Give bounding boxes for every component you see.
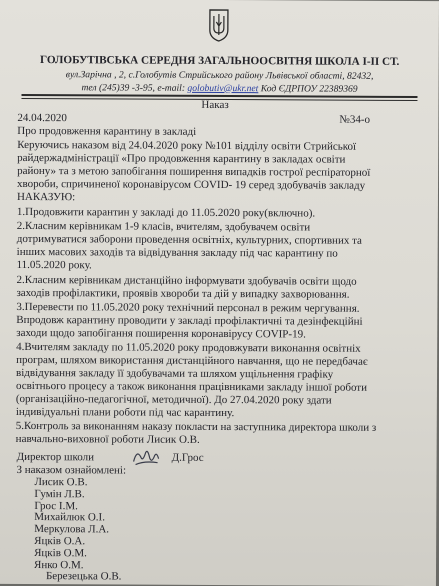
order-body-line: програм, шляхом використання дистанційного навчання, що не передбачає [16, 353, 368, 368]
address-line: вул.Зарічна , 2, с.Голобутів Стрийського району Львівської області, 82432, [65, 69, 374, 82]
order-number: №34-о [339, 113, 371, 126]
order-body-line: індивідуальні плани роботи під час карантину. [15, 405, 235, 420]
list-item: Янко О.М. [34, 558, 84, 571]
order-title: Наказ [201, 98, 229, 112]
list-item: Березецька О.В. [45, 570, 122, 583]
list-item: Михайлюк О.І. [34, 511, 106, 524]
order-body-line: інших масових заходів та відвідування закладу під час карантину по [16, 245, 338, 260]
list-item: Яцків О.А. [34, 535, 86, 548]
list-item: Грос І.М. [34, 499, 78, 512]
order-body-line: 5.Контроль за виконанням наказу покласти на заступника директора школи з [15, 419, 377, 434]
order-body-line: заходи щодо запобігання поширення коронавірусу COVIP-19. [16, 326, 306, 341]
list-item: Лисик О.В. [34, 476, 88, 489]
order-body-line: Керуючись наказом від 24.04.2020 року №101 відділу освіти Стрийської [17, 138, 357, 153]
order-body-line: 3.Перевести по 11.05.2020 року технічний персонал в режим чергування. [16, 300, 360, 315]
order-body-line: НАКАЗУЮ: [16, 190, 76, 204]
order-subject: Про продовження карантину в закладі [17, 124, 197, 138]
order-body-line: хвороби, спричиненої коронавірусом COVID- 19 серед здобувачів закладу [17, 177, 366, 192]
order-body-line: (організаційно-педагогічної, методичної). До 27.04.2020 року здати [15, 392, 332, 407]
acquainted-names-list [34, 477, 122, 584]
order-body-line: райдержадміністрації «Про продовження карантину в закладах освіти [17, 151, 346, 166]
email-link[interactable]: golobutiv@ukr.net [187, 82, 259, 94]
list-item: Меркулова Л.А. [34, 523, 110, 536]
edrpou-code: Код ЄДРПОУ 22389369 [258, 82, 358, 95]
director-name: Д.Грос [171, 451, 204, 464]
order-body-line: відвідування закладу її здобувачами та шляхом ущільнення графіку [16, 366, 334, 381]
order-body-line: 1.Продовжити карантин у закладі до 11.05.2020 року(включно). [16, 205, 316, 220]
order-body-line: 4.Вчителям закладу по 11.05.2020 року продовжувати виконання освітніх [16, 340, 361, 355]
list-item: Гумін Л.В. [34, 487, 85, 501]
order-body-line: навчально-виховної роботи Лисик О.В. [15, 432, 200, 446]
order-body-line: району» та з метою запобігання поширення випадків гострої респіраторної [17, 164, 371, 179]
trident-emblem-icon [208, 8, 230, 42]
order-body-line: 2.Класним керівникам дистанційно інформувати здобувачів освіти щодо [16, 273, 357, 288]
handwritten-signature [131, 447, 161, 469]
order-body-line: дотримуватися заборони проведення освітніх, культурних, спортивних та [16, 232, 362, 247]
order-body-line: освітнього процесу а також виконання працівниками закладу іншої роботи [15, 379, 368, 394]
order-body-line: 11.05.2020 року. [16, 258, 92, 272]
order-body-line: заходів профілактики, проявів хвороби та дій у випадку захворювання. [16, 286, 350, 301]
school-name: ГОЛОБУТІВСЬКА СЕРЕДНЯ ЗАГАЛЬНООСВІТНЯ ШКОЛА І-ІІ СТ. [40, 54, 400, 68]
director-label: Директор школи [16, 450, 95, 464]
order-body-line: 2.Класним керівникам 1-9 класів, вчителям, здобувачем освіти [16, 219, 311, 234]
order-date: 24.04.2020 [17, 111, 67, 125]
phone-text: тел (245)39 -3-95, e-mail: [81, 81, 188, 94]
order-body-line: Впродовж карантину проводити у закладі профілактичні та дезінфекційні [16, 313, 363, 328]
acquainted-label: З наказом ознайомлені: [16, 463, 127, 477]
school-address [40, 69, 400, 96]
list-item: Яцків О.М. [34, 546, 87, 560]
